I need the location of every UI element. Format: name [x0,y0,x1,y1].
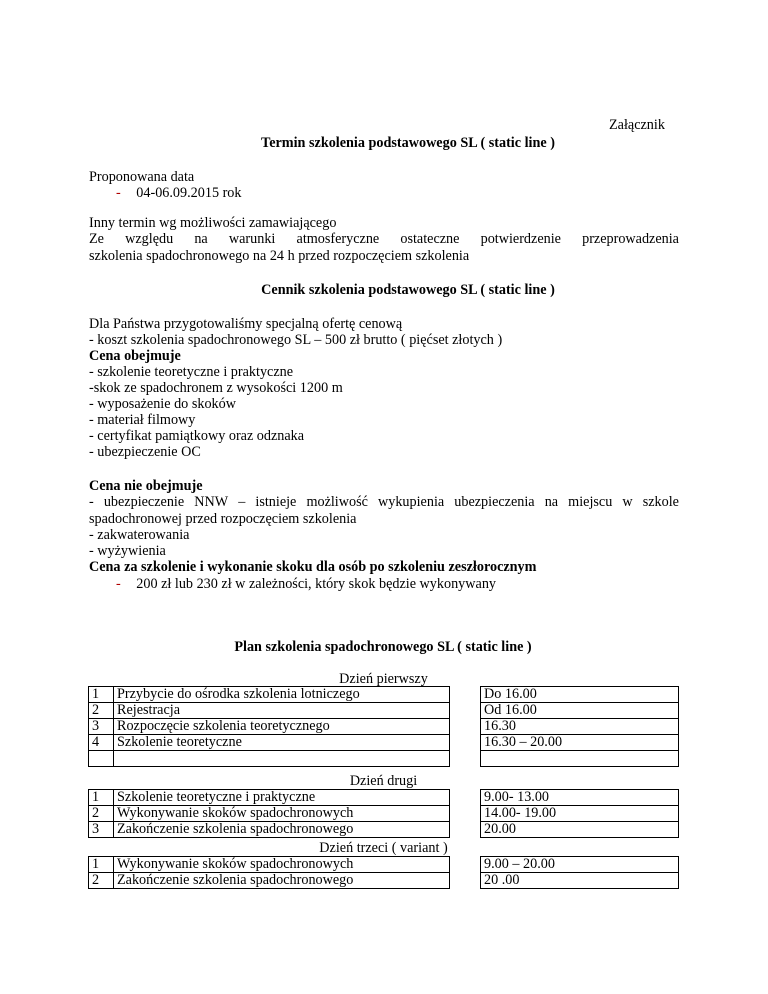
word: szkole [642,494,679,510]
row-time: 9.00 – 20.00 [481,857,679,873]
jump-price-item [116,576,496,593]
jump-price-heading: Cena za szkolenie i wykonanie skoku dla osób po szkoleniu zeszłorocznym [89,559,537,575]
includes-item: - materiał filmowy [89,412,196,428]
row-activity: Szkolenie teoretyczne [114,735,450,751]
row-activity: Rozpoczęcie szkolenia teoretycznego [114,719,450,735]
table-spacer [450,806,481,822]
day3-table [88,856,679,889]
table-row [89,687,679,703]
row-time: 20.00 [481,822,679,838]
word: - [89,494,94,510]
word: – [238,494,246,510]
table-spacer [450,687,481,703]
word: atmosferyczne [296,231,380,247]
row-number: 1 [89,687,114,703]
includes-item: - wyposażenie do skoków [89,396,236,412]
word: na [194,231,208,247]
excludes-heading: Cena nie obejmuje [89,478,203,494]
proposed-date-value: 04-06.09.2015 rok [136,185,242,201]
row-number: 2 [89,873,114,889]
empty-cell [89,751,114,767]
table-spacer [450,751,481,767]
excludes-nnw-line [89,494,679,511]
word: ostateczne [400,231,460,247]
word: względu [125,231,174,247]
word: warunki [228,231,276,247]
table-spacer [450,857,481,873]
jump-price-value: 200 zł lub 230 zł w zależności, który skok będzie wykonywany [136,576,497,592]
row-activity: Przybycie do ośrodka szkolenia lotniczego [114,687,450,703]
row-activity: Wykonywanie skoków spadochronowych [114,806,450,822]
plan-title: Plan szkolenia spadochronowego SL ( static line ) [234,639,532,655]
day1-table [88,686,679,767]
row-number: 2 [89,806,114,822]
pricing-intro: Dla Państwa przygotowaliśmy specjalną ofertę cenową [89,316,403,332]
table-spacer [450,719,481,735]
word: ubezpieczenia [454,494,535,510]
word: NNW [194,494,229,510]
table-spacer [450,873,481,889]
pricing-cost: - koszt szkolenia spadochronowego SL – 500 zł brutto ( pięćset złotych ) [89,332,503,348]
word: wykupienia [377,494,445,510]
row-time: Od 16.00 [481,703,679,719]
empty-cell [481,751,679,767]
table-row [89,806,679,822]
training-date-title: Termin szkolenia podstawowego SL ( static line ) [261,135,555,151]
word: możliwość [306,494,368,510]
weather-line [89,231,679,248]
row-number: 1 [89,790,114,806]
row-activity: Wykonywanie skoków spadochronowych [114,857,450,873]
table-row [89,735,679,751]
word: na [544,494,559,510]
table-spacer [450,790,481,806]
word: w [622,494,633,510]
includes-item: - certyfikat pamiątkowy oraz odznaka [89,428,305,444]
word: istnieje [255,494,297,510]
row-time: 16.30 [481,719,679,735]
row-number: 4 [89,735,114,751]
excludes-item: - wyżywienia [89,543,166,559]
day1-label: Dzień pierwszy [339,671,428,687]
table-row [89,873,679,889]
table-spacer [450,703,481,719]
word: Ze [89,231,104,247]
day2-label: Dzień drugi [349,773,418,789]
table-row-empty [89,751,679,767]
word: miejscu [568,494,613,510]
row-time: 20 .00 [481,873,679,889]
row-activity: Zakończenie szkolenia spadochronowego [114,873,450,889]
table-row [89,822,679,838]
row-number: 3 [89,719,114,735]
includes-item: - ubezpieczenie OC [89,444,201,460]
row-time: 16.30 – 20.00 [481,735,679,751]
pricing-title: Cennik szkolenia podstawowego SL ( static line ) [261,282,555,298]
includes-heading: Cena obejmuje [89,348,181,364]
excludes-item: - zakwaterowania [89,527,190,543]
other-term-text: Inny termin wg możliwości zamawiającego [89,215,337,231]
proposed-date-item [116,185,242,202]
empty-cell [114,751,450,767]
word: potwierdzenie [480,231,561,247]
list-dash: - [116,576,121,592]
day2-table [88,789,679,838]
row-activity: Rejestracja [114,703,450,719]
weather-line-2: szkolenia spadochronowego na 24 h przed rozpoczęciem szkolenia [89,248,470,264]
word: przeprowadzenia [582,231,679,247]
table-row [89,790,679,806]
row-activity: Szkolenie teoretyczne i praktyczne [114,790,450,806]
includes-item: -skok ze spadochronem z wysokości 1200 m [89,380,343,396]
proposed-date-label: Proponowana data [89,169,195,185]
row-time: 9.00- 13.00 [481,790,679,806]
list-dash: - [116,185,121,201]
table-spacer [450,822,481,838]
row-time: Do 16.00 [481,687,679,703]
attachment-label: Załącznik [609,117,665,133]
row-number: 2 [89,703,114,719]
row-number: 1 [89,857,114,873]
word: ubezpieczenie [103,494,185,510]
table-spacer [450,735,481,751]
table-row [89,719,679,735]
table-row [89,703,679,719]
row-activity: Zakończenie szkolenia spadochronowego [114,822,450,838]
table-row [89,857,679,873]
row-time: 14.00- 19.00 [481,806,679,822]
excludes-nnw-line-2: spadochronowej przed rozpoczęciem szkolenia [89,511,357,527]
day3-label: Dzień trzeci ( variant ) [319,840,448,856]
includes-item: - szkolenie teoretyczne i praktyczne [89,364,294,380]
row-number: 3 [89,822,114,838]
